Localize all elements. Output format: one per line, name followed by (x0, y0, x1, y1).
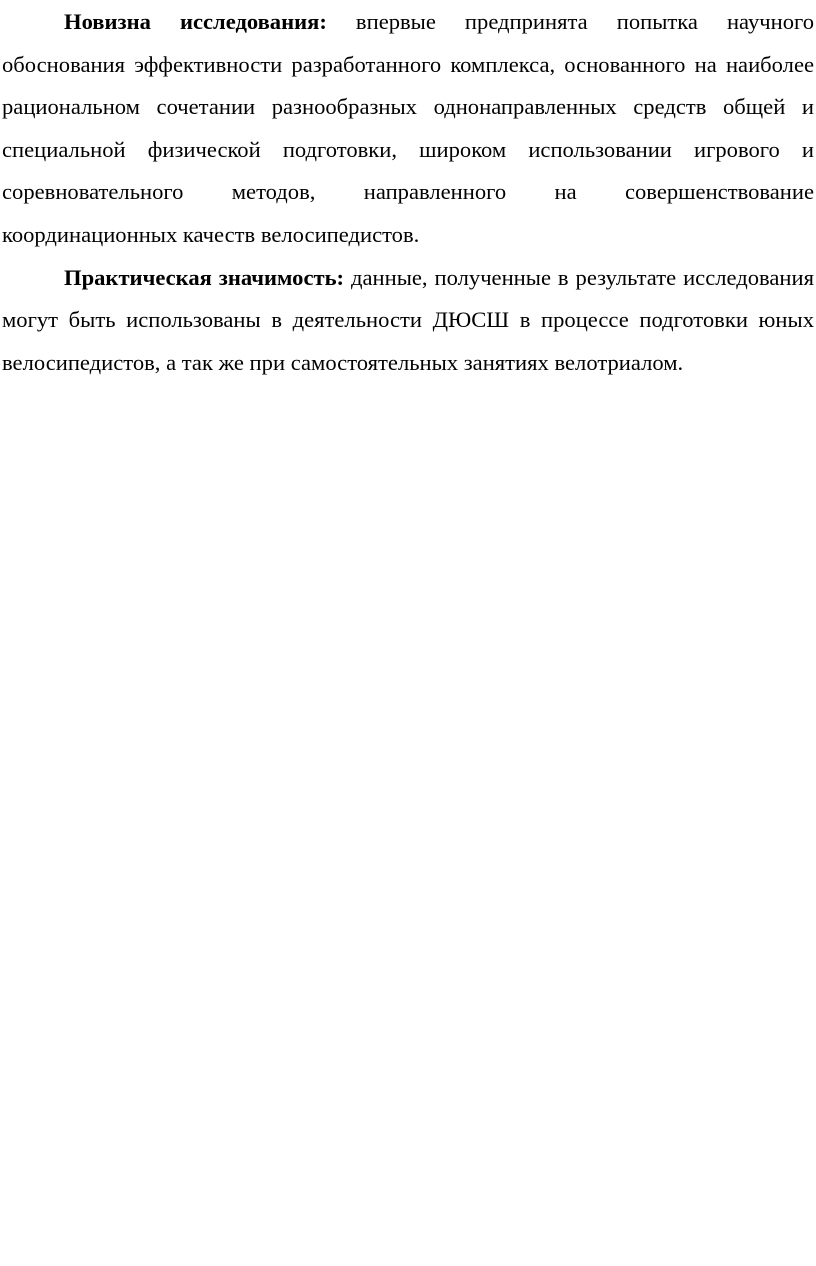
novelty-heading: Новизна исследования: (64, 9, 327, 34)
document-body (2, 1, 814, 384)
practical-significance-text: данные, полученные в результате исследования могут быть использованы в деятельности ДЮСШ в процессе подготовки юных велосипедистов, а так же при самостоятельных занятиях велотриалом. (2, 264, 814, 375)
practical-significance-heading: Практическая значимость: (64, 264, 345, 290)
novelty-paragraph (2, 1, 814, 257)
practical-significance-paragraph (2, 257, 814, 385)
novelty-text: впервые предпринята попытка научного обоснования эффективности разработанного комплекса, основанного на наиболее рациональном сочетании разнообразных однонаправленных средств общей и специальной физической подготовки, широком использовании игрового и соревновательного методов, направленного на совершенствование координационных качеств велосипедистов. (2, 9, 814, 247)
